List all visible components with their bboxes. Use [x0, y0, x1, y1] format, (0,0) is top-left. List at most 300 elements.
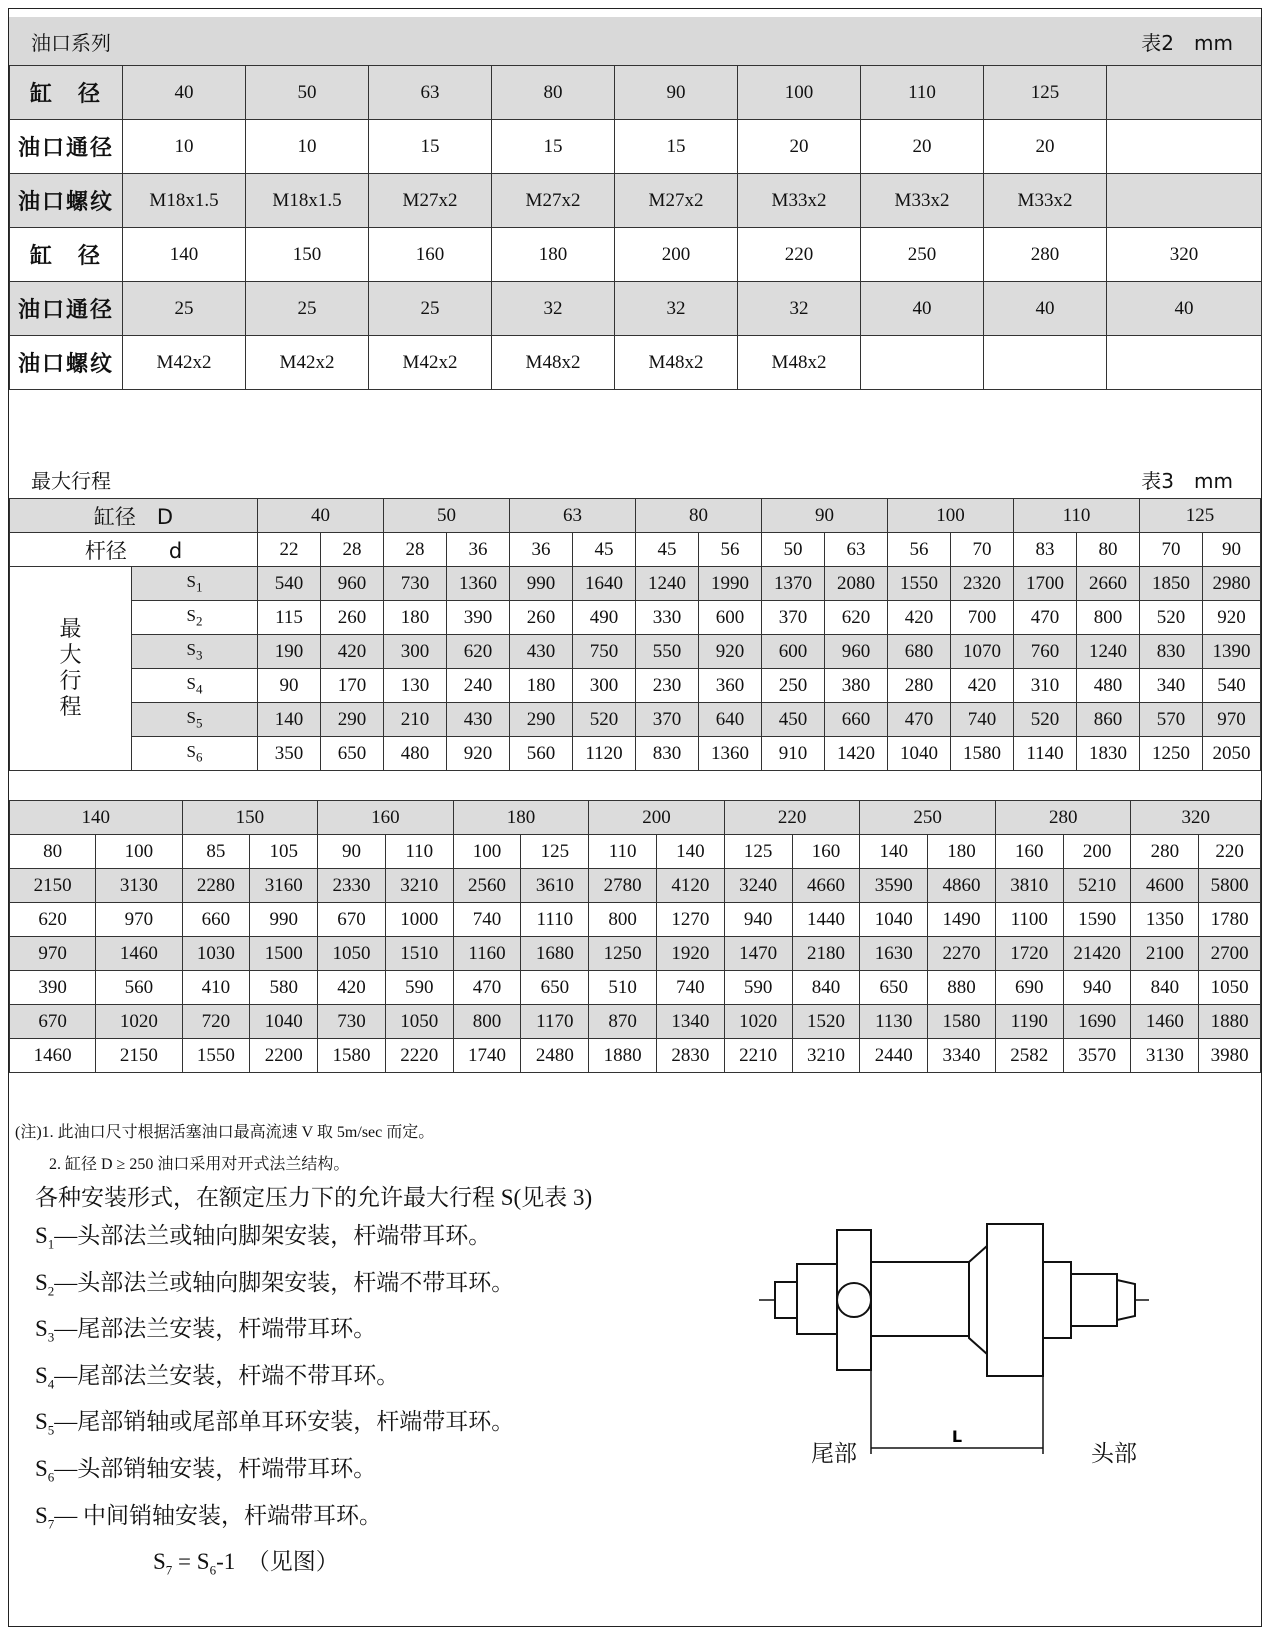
table-cell: 63	[369, 66, 492, 120]
max-stroke-table-b	[9, 800, 1261, 1073]
table-cell: 2700	[1199, 937, 1261, 971]
stroke-row	[10, 703, 1261, 737]
table-cell: 520	[1014, 703, 1077, 737]
table-cell: 2220	[385, 1039, 453, 1073]
table-cell: 2200	[250, 1039, 318, 1073]
table-cell: 200	[615, 228, 738, 282]
rod-cell: 80	[1077, 533, 1140, 567]
mounting-item: $S_2—$头部法兰或轴向脚架安装，杆端不带耳环。	[35, 1269, 515, 1299]
table-cell: 880	[928, 971, 996, 1005]
table-cell: 1360	[447, 567, 510, 601]
table-cell: 420	[888, 601, 951, 635]
mounting-formula: $S_7 = S_6-1$ （见图）	[153, 1549, 339, 1578]
table-cell: 300	[573, 669, 636, 703]
table-row	[10, 174, 1262, 228]
row-label: 油口螺纹	[10, 336, 123, 390]
table-cell: 4120	[657, 869, 725, 903]
table-cell: 21420	[1063, 937, 1131, 971]
rod-cell: 125	[724, 835, 792, 869]
mounting-list	[35, 1217, 592, 1543]
rod-cell: 28	[321, 533, 384, 567]
table-cell: 450	[762, 703, 825, 737]
table-row	[10, 120, 1262, 174]
table-cell: 650	[860, 971, 928, 1005]
table-cell	[1107, 174, 1262, 228]
table-cell: 940	[1063, 971, 1131, 1005]
table-cell: 3130	[1131, 1039, 1199, 1073]
table-cell: 430	[510, 635, 573, 669]
table-cell: 970	[10, 937, 96, 971]
table-cell: 2180	[792, 937, 860, 971]
table-cell: 1550	[888, 567, 951, 601]
table-cell: 670	[10, 1005, 96, 1039]
head-neck	[1043, 1262, 1071, 1338]
table-cell: 1830	[1077, 737, 1140, 771]
stroke-row	[10, 567, 1261, 601]
table-cell: 2480	[521, 1039, 589, 1073]
table-cell: 730	[318, 1005, 386, 1039]
table-cell: 1250	[1140, 737, 1203, 771]
row-label: 油口螺纹	[10, 174, 123, 228]
table-cell: 1120	[573, 737, 636, 771]
tail-label: 尾部	[811, 1441, 857, 1467]
table-cell: 5210	[1063, 869, 1131, 903]
table-cell: 25	[123, 282, 246, 336]
table-cell: 15	[615, 120, 738, 174]
table-cell: 40	[1107, 282, 1262, 336]
stroke-type: $S_3$	[132, 635, 258, 669]
table-cell: 420	[951, 669, 1014, 703]
table-cell: 15	[369, 120, 492, 174]
row-label: 缸 径	[10, 228, 123, 282]
trunnion-pin	[837, 1283, 871, 1317]
stroke-type: $S_1$	[132, 567, 258, 601]
table-cell: M33x2	[738, 174, 861, 228]
table-cell: 20	[738, 120, 861, 174]
table-cell: 590	[385, 971, 453, 1005]
note-2: 2. 缸径 D ≥ 250 油口采用对开式法兰结构。	[49, 1156, 350, 1173]
table-cell: 660	[825, 703, 888, 737]
table-cell: 32	[738, 282, 861, 336]
table-cell: 1500	[250, 937, 318, 971]
row-label: 油口通径	[10, 120, 123, 174]
table-cell: 3980	[1199, 1039, 1261, 1073]
table2-tag: 表2 mm	[1141, 30, 1233, 55]
table-cell: 10	[246, 120, 369, 174]
rod-cell: 90	[1203, 533, 1261, 567]
table-cell: 370	[636, 703, 699, 737]
table-cell: 560	[96, 971, 182, 1005]
table-cell: 870	[589, 1005, 657, 1039]
table-cell: 1690	[1063, 1005, 1131, 1039]
table-cell: 600	[762, 635, 825, 669]
table-cell: M33x2	[861, 174, 984, 228]
table-cell	[861, 336, 984, 390]
bore-cell: 150	[182, 801, 318, 835]
table-cell: 620	[10, 903, 96, 937]
table-cell: M18x1.5	[123, 174, 246, 228]
table-row	[10, 336, 1262, 390]
rod-cell: 85	[182, 835, 250, 869]
table-cell: 4660	[792, 869, 860, 903]
table-cell: 650	[521, 971, 589, 1005]
table-cell: 540	[1203, 669, 1261, 703]
tail-stub	[775, 1282, 797, 1318]
table-cell: 250	[762, 669, 825, 703]
table-cell: 180	[510, 669, 573, 703]
table-cell: 3240	[724, 869, 792, 903]
table-cell: 990	[510, 567, 573, 601]
table-cell: 350	[258, 737, 321, 771]
table-cell: 130	[384, 669, 447, 703]
mounting-item: $S_3—$尾部法兰安装，杆端带耳环。	[35, 1316, 377, 1345]
table-cell: 1110	[521, 903, 589, 937]
rod-cell: 125	[521, 835, 589, 869]
note-1: (注)1. 此油口尺寸根据活塞油口最高流速 V 取 5m/sec 而定。	[15, 1124, 435, 1141]
cylinder-diagram	[759, 1214, 1179, 1464]
side-label: 最 大 行 程	[10, 567, 132, 771]
mounting-description	[35, 1179, 592, 1590]
table-cell: 360	[699, 669, 762, 703]
table-cell: 1190	[995, 1005, 1063, 1039]
table-cell: 1020	[96, 1005, 182, 1039]
table-cell: 1170	[521, 1005, 589, 1039]
stroke-type: $S_4$	[132, 669, 258, 703]
rod-cell: 100	[96, 835, 182, 869]
table-cell: 10	[123, 120, 246, 174]
table-cell: 1520	[792, 1005, 860, 1039]
rod-cell: 90	[318, 835, 386, 869]
rod-cell: 45	[573, 533, 636, 567]
bore-cell: 250	[860, 801, 996, 835]
table-cell: 2660	[1077, 567, 1140, 601]
table-cell: 310	[1014, 669, 1077, 703]
oil-port-table	[9, 65, 1262, 390]
table-cell: 110	[861, 66, 984, 120]
table-cell: 90	[258, 669, 321, 703]
table-cell: 32	[492, 282, 615, 336]
table-cell: M27x2	[492, 174, 615, 228]
rod-cell: 83	[1014, 533, 1077, 567]
table-cell: 240	[447, 669, 510, 703]
bore-cell: 80	[636, 499, 762, 533]
table-cell: 2320	[951, 567, 1014, 601]
table-cell: 280	[984, 228, 1107, 282]
mounting-item: $S_6—$头部销轴安装，杆端带耳环。	[35, 1455, 377, 1485]
table2-title: 油口系列	[31, 30, 111, 55]
table-cell: 650	[321, 737, 384, 771]
rod-cell: 36	[447, 533, 510, 567]
table-cell: 1160	[453, 937, 521, 971]
table-cell: 750	[573, 635, 636, 669]
rod-cell: 100	[453, 835, 521, 869]
rod	[1071, 1274, 1117, 1326]
table-cell: 15	[492, 120, 615, 174]
table-cell: 3610	[521, 869, 589, 903]
table-cell: 1250	[589, 937, 657, 971]
max-stroke-table-a	[9, 498, 1261, 771]
table-cell: 1360	[699, 737, 762, 771]
table-cell: M33x2	[984, 174, 1107, 228]
table-cell: 1580	[951, 737, 1014, 771]
mounting-item: $S_4—$尾部法兰安装，杆端不带耳环。	[35, 1362, 400, 1392]
table-cell: 320	[1107, 228, 1262, 282]
rod-cell: 110	[385, 835, 453, 869]
table-cell: 160	[369, 228, 492, 282]
stroke-row	[10, 971, 1261, 1005]
table-cell: 1880	[1199, 1005, 1261, 1039]
bore-cell: 100	[888, 499, 1014, 533]
table-cell: 730	[384, 567, 447, 601]
table-cell: 420	[318, 971, 386, 1005]
table-cell	[1107, 120, 1262, 174]
stroke-row	[10, 669, 1261, 703]
rod-cell: 110	[589, 835, 657, 869]
rod-cell: 22	[258, 533, 321, 567]
table-cell: 1460	[96, 937, 182, 971]
stroke-row	[10, 1039, 1261, 1073]
rod-cell: 50	[762, 533, 825, 567]
bore-cell: 50	[384, 499, 510, 533]
table-cell: M48x2	[492, 336, 615, 390]
table-cell: 1070	[951, 635, 1014, 669]
bore-cell: 63	[510, 499, 636, 533]
table-cell: 140	[123, 228, 246, 282]
row-label: 缸 径	[10, 66, 123, 120]
table-cell: 800	[453, 1005, 521, 1039]
table-cell: M27x2	[369, 174, 492, 228]
table-cell: 640	[699, 703, 762, 737]
table-cell: 40	[984, 282, 1107, 336]
table-cell: 690	[995, 971, 1063, 1005]
table-cell: 560	[510, 737, 573, 771]
table-cell: 2100	[1131, 937, 1199, 971]
table-cell: 760	[1014, 635, 1077, 669]
table-cell: 1990	[699, 567, 762, 601]
table-cell: 740	[657, 971, 725, 1005]
rod-cell: 140	[657, 835, 725, 869]
table-cell: 290	[510, 703, 573, 737]
rod-cell: 63	[825, 533, 888, 567]
table-cell: 1740	[453, 1039, 521, 1073]
table-cell: 1370	[762, 567, 825, 601]
table-cell: 150	[246, 228, 369, 282]
rod-cell: 28	[384, 533, 447, 567]
table-cell: 2280	[182, 869, 250, 903]
table-cell: 4860	[928, 869, 996, 903]
table-cell: 2980	[1203, 567, 1261, 601]
table-cell: 570	[1140, 703, 1203, 737]
table-cell: 230	[636, 669, 699, 703]
head-label: 头部	[1091, 1441, 1137, 1467]
table-cell: 840	[792, 971, 860, 1005]
table-cell: 250	[861, 228, 984, 282]
table-cell: 50	[246, 66, 369, 120]
table-row	[10, 282, 1262, 336]
bore-cell: 40	[258, 499, 384, 533]
table-cell: 490	[573, 601, 636, 635]
table-cell: 1850	[1140, 567, 1203, 601]
table-cell	[984, 336, 1107, 390]
table3-title: 最大行程	[31, 469, 111, 493]
table-cell: M27x2	[615, 174, 738, 228]
table-cell: M42x2	[123, 336, 246, 390]
table-cell: 600	[699, 601, 762, 635]
table-cell: 1030	[182, 937, 250, 971]
table-cell: 620	[447, 635, 510, 669]
table-row	[10, 228, 1262, 282]
rod-label: 杆径 d	[10, 533, 258, 567]
bore-row	[10, 801, 1261, 835]
table-cell: 960	[825, 635, 888, 669]
table-cell: 720	[182, 1005, 250, 1039]
table-cell: 1920	[657, 937, 725, 971]
table-cell: 590	[724, 971, 792, 1005]
table-cell: 1490	[928, 903, 996, 937]
table-cell: M18x1.5	[246, 174, 369, 228]
table-cell: 90	[615, 66, 738, 120]
table-cell: 920	[1203, 601, 1261, 635]
table-cell: 210	[384, 703, 447, 737]
table-cell: 540	[258, 567, 321, 601]
table-cell: 180	[384, 601, 447, 635]
table-cell: 1040	[250, 1005, 318, 1039]
table-cell: 390	[10, 971, 96, 1005]
table-cell: 330	[636, 601, 699, 635]
table-cell: 390	[447, 601, 510, 635]
table-cell: 420	[321, 635, 384, 669]
table-cell: 100	[738, 66, 861, 120]
table-cell: M42x2	[369, 336, 492, 390]
table-cell: 920	[447, 737, 510, 771]
rod-cell: 45	[636, 533, 699, 567]
table-cell: 800	[1077, 601, 1140, 635]
table-cell: 1720	[995, 937, 1063, 971]
table-cell: 2330	[318, 869, 386, 903]
table-cell: 32	[615, 282, 738, 336]
table-cell: 920	[699, 635, 762, 669]
table-cell: 20	[984, 120, 1107, 174]
table-cell: 140	[258, 703, 321, 737]
table-cell: 370	[762, 601, 825, 635]
table-cell: 80	[492, 66, 615, 120]
table-cell: 1580	[928, 1005, 996, 1039]
table-cell: 860	[1077, 703, 1140, 737]
table-cell: 1130	[860, 1005, 928, 1039]
table-cell: M48x2	[615, 336, 738, 390]
table-cell: 170	[321, 669, 384, 703]
table-cell: 25	[369, 282, 492, 336]
table-cell: 1510	[385, 937, 453, 971]
rod-cell: 56	[699, 533, 762, 567]
table-cell: 1390	[1203, 635, 1261, 669]
bore-cell: 160	[318, 801, 454, 835]
page-frame	[8, 8, 1262, 1627]
rod-cell: 56	[888, 533, 951, 567]
table-cell: 1240	[636, 567, 699, 601]
table-cell: 180	[492, 228, 615, 282]
table-cell: 1550	[182, 1039, 250, 1073]
table-cell: 4600	[1131, 869, 1199, 903]
table-cell: 1050	[318, 937, 386, 971]
table-cell: 2560	[453, 869, 521, 903]
table-cell: 580	[250, 971, 318, 1005]
table-cell: 910	[762, 737, 825, 771]
table-cell: 190	[258, 635, 321, 669]
table-cell: 840	[1131, 971, 1199, 1005]
table-cell: 1460	[1131, 1005, 1199, 1039]
table-cell: 1470	[724, 937, 792, 971]
table-cell: 1240	[1077, 635, 1140, 669]
table-cell: 470	[1014, 601, 1077, 635]
table-cell: 670	[318, 903, 386, 937]
table-cell: 1880	[589, 1039, 657, 1073]
table-cell: 3810	[995, 869, 1063, 903]
stroke-type: $S_2$	[132, 601, 258, 635]
stroke-row	[10, 937, 1261, 971]
table-cell: 2270	[928, 937, 996, 971]
bore-cell: 90	[762, 499, 888, 533]
table-cell: 480	[384, 737, 447, 771]
table-cell: 25	[246, 282, 369, 336]
table-cell: 40	[861, 282, 984, 336]
stroke-row	[10, 737, 1261, 771]
table-cell: 125	[984, 66, 1107, 120]
table-cell: 620	[825, 601, 888, 635]
table-cell: 1630	[860, 937, 928, 971]
table-cell: 520	[573, 703, 636, 737]
bore-cell: 200	[589, 801, 725, 835]
table-cell: 1680	[521, 937, 589, 971]
head-taper	[969, 1246, 987, 1354]
table-cell: 960	[321, 567, 384, 601]
table-cell: 1440	[792, 903, 860, 937]
table-cell: 260	[510, 601, 573, 635]
table-cell: 970	[96, 903, 182, 937]
table-cell: 1040	[860, 903, 928, 937]
table-cell: 260	[321, 601, 384, 635]
table-cell: 5800	[1199, 869, 1261, 903]
table-cell: 800	[589, 903, 657, 937]
table-cell: 3160	[250, 869, 318, 903]
stroke-row	[10, 1005, 1261, 1039]
table-cell: 700	[951, 601, 1014, 635]
table-cell: 1050	[1199, 971, 1261, 1005]
table-row	[10, 66, 1262, 120]
bore-cell: 320	[1131, 801, 1261, 835]
table-cell: 520	[1140, 601, 1203, 635]
rod-cell: 220	[1199, 835, 1261, 869]
rod-cell: 105	[250, 835, 318, 869]
table-cell: 1050	[385, 1005, 453, 1039]
row-label: 油口通径	[10, 282, 123, 336]
bore-cell: 125	[1140, 499, 1261, 533]
table-cell	[1107, 336, 1262, 390]
rod-cell: 160	[995, 835, 1063, 869]
stroke-row	[10, 903, 1261, 937]
rod-cell: 180	[928, 835, 996, 869]
table-cell: M42x2	[246, 336, 369, 390]
table-cell: 2582	[995, 1039, 1063, 1073]
mounting-item: $S_7—$ 中间销轴安装，杆端带耳环。	[35, 1502, 383, 1532]
table-cell: 830	[636, 737, 699, 771]
table-cell: 1700	[1014, 567, 1077, 601]
table-cell: 1640	[573, 567, 636, 601]
table-cell: 1040	[888, 737, 951, 771]
table-cell: 1780	[1199, 903, 1261, 937]
bore-row	[10, 499, 1261, 533]
table-cell: 3570	[1063, 1039, 1131, 1073]
